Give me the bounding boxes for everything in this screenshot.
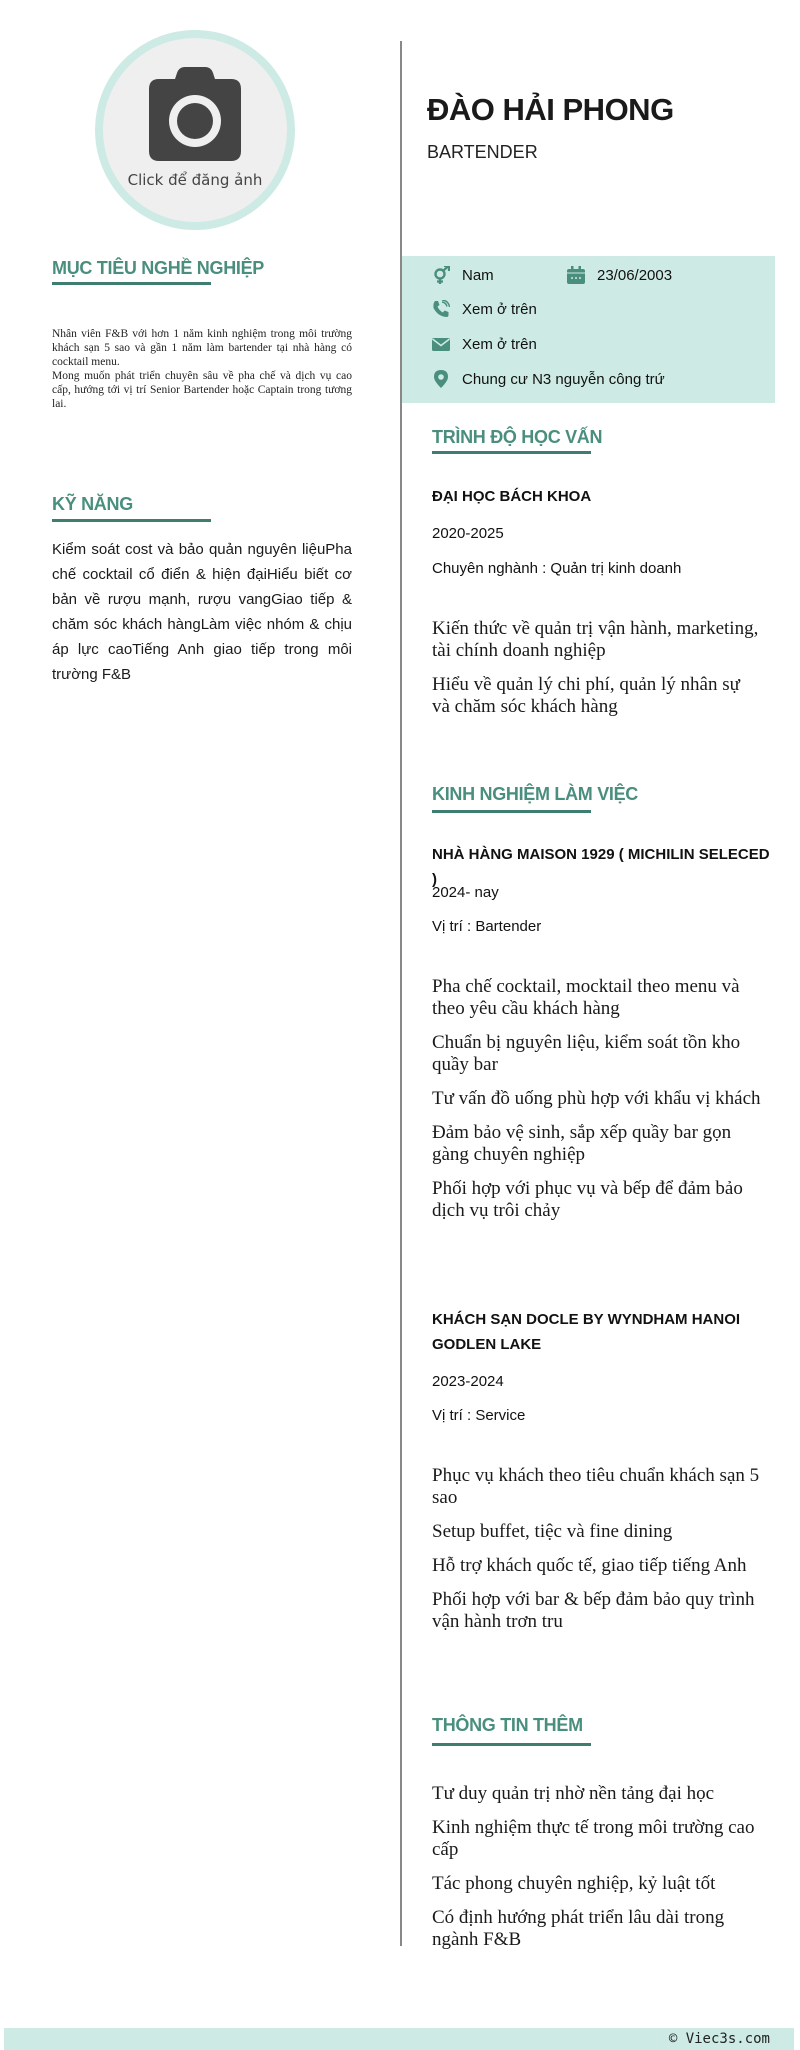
list-item: Phối hợp với bar & bếp đảm bảo quy trình vận hành trơn tru — [432, 1589, 755, 1632]
objective-text — [52, 327, 352, 411]
job-company: NHÀ HÀNG MAISON 1929 ( MICHILIN SELECED ) — [432, 846, 770, 888]
education-heading: TRÌNH ĐỘ HỌC VẤN — [432, 427, 603, 447]
email-value: Xem ở trên — [462, 335, 537, 353]
list-item: Hiểu về quản lý chi phí, quản lý nhân sự và chăm sóc khách hàng — [432, 674, 740, 717]
education-underline — [432, 451, 591, 454]
avatar-placeholder[interactable] — [103, 38, 287, 222]
phone-icon — [432, 300, 450, 318]
job-position: Vị trí : Bartender — [432, 918, 542, 935]
footer-bar — [4, 2028, 794, 2050]
job-period: 2023-2024 — [432, 1373, 504, 1390]
skills-text: Kiểm soát cost và bảo quản nguyên liệuPha chế cocktail cổ điển & hiện đạiHiểu biết cơ bản về rượu mạnh, rượu vangGiao tiếp & chăm sóc khách hàngLàm việc nhóm & chịu áp lực caoTiếng Anh giao tiếp trong môi trường F&B — [52, 541, 352, 683]
list-item: Tư duy quản trị nhờ nền tảng đại học — [432, 1783, 715, 1804]
list-item: Kinh nghiệm thực tế trong môi trường cao cấp — [432, 1817, 755, 1860]
birthday-value: 23/06/2003 — [597, 266, 673, 284]
job-period: 2024- nay — [432, 884, 499, 901]
calendar-icon — [567, 266, 585, 284]
list-item: Tư vấn đồ uống phù hợp với khẩu vị khách — [432, 1088, 761, 1109]
skills-heading: KỸ NĂNG — [52, 494, 133, 514]
contact-email — [432, 335, 537, 353]
job-bullets — [432, 976, 762, 1234]
experience-heading: KINH NGHIỆM LÀM VIỆC — [432, 784, 639, 804]
candidate-name: ĐÀO HẢI PHONG — [427, 92, 674, 127]
list-item: Tác phong chuyên nghiệp, kỷ luật tốt — [432, 1873, 716, 1894]
contact-panel — [402, 256, 775, 403]
address-value: Chung cư N3 nguyễn công trứ — [462, 370, 665, 388]
list-item: Chuẩn bị nguyên liệu, kiểm soát tồn kho quầy bar — [432, 1032, 741, 1075]
phone-value: Xem ở trên — [462, 300, 537, 318]
mail-icon — [432, 335, 450, 353]
list-item: Pha chế cocktail, mocktail theo menu và theo yêu cầu khách hàng — [432, 976, 740, 1019]
job-bullets — [432, 1465, 762, 1645]
job-position: Vị trí : Service — [432, 1407, 526, 1424]
camera-icon — [149, 67, 241, 161]
list-item: Hỗ trợ khách quốc tế, giao tiếp tiếng Anh — [432, 1555, 747, 1576]
list-item: Phối hợp với phục vụ và bếp để đảm bảo dịch vụ trôi chảy — [432, 1178, 743, 1221]
list-item: Đảm bảo vệ sinh, sắp xếp quầy bar gọn gàng chuyên nghiệp — [432, 1122, 732, 1165]
candidate-job-title: BARTENDER — [427, 142, 538, 162]
objective-line: Mong muốn phát triển chuyên sâu về pha chế và dịch vụ cao cấp, hướng tới vị trí Senior Bartender hoặc Captain trong tương lai. — [52, 370, 352, 410]
list-item: Có định hướng phát triển lâu dài trong ngành F&B — [432, 1907, 725, 1950]
list-item: Kiến thức về quản trị vận hành, marketing, tài chính doanh nghiệp — [432, 618, 759, 661]
education-bullets — [432, 618, 762, 730]
contact-address — [432, 370, 665, 388]
objective-heading: MỤC TIÊU NGHỀ NGHIỆP — [52, 258, 265, 278]
additional-heading: THÔNG TIN THÊM — [432, 1715, 583, 1735]
avatar-upload[interactable] — [95, 30, 295, 230]
contact-gender — [432, 266, 494, 284]
education-major: Chuyên nghành : Quản trị kinh doanh — [432, 560, 682, 577]
list-item: Phục vụ khách theo tiêu chuẩn khách sạn 5 sao — [432, 1465, 760, 1508]
contact-birthday — [567, 266, 672, 284]
gender-value: Nam — [462, 266, 494, 284]
copyright-link[interactable]: © Viec3s.com — [668, 2031, 770, 2047]
list-item: Setup buffet, tiệc và fine dining — [432, 1521, 673, 1542]
objective-line: Nhân viên F&B với hơn 1 năm kinh nghiệm trong môi trường khách sạn 5 sao và gần 1 năm làm bartender tại nhà hàng có cocktail menu. — [52, 328, 352, 368]
skills-underline — [52, 519, 211, 522]
experience-underline — [432, 810, 591, 813]
objective-underline — [52, 282, 211, 285]
additional-bullets — [432, 1783, 762, 1963]
avatar-upload-label: Click để đăng ảnh — [127, 171, 263, 189]
additional-underline — [432, 1743, 591, 1746]
education-period: 2020-2025 — [432, 525, 504, 542]
gender-icon — [432, 266, 450, 284]
location-pin-icon — [432, 370, 450, 388]
education-school: ĐẠI HỌC BÁCH KHOA — [432, 488, 592, 505]
contact-phone — [432, 300, 537, 318]
job-company: KHÁCH SẠN DOCLE BY WYNDHAM HANOI GODLEN LAKE — [432, 1311, 741, 1353]
